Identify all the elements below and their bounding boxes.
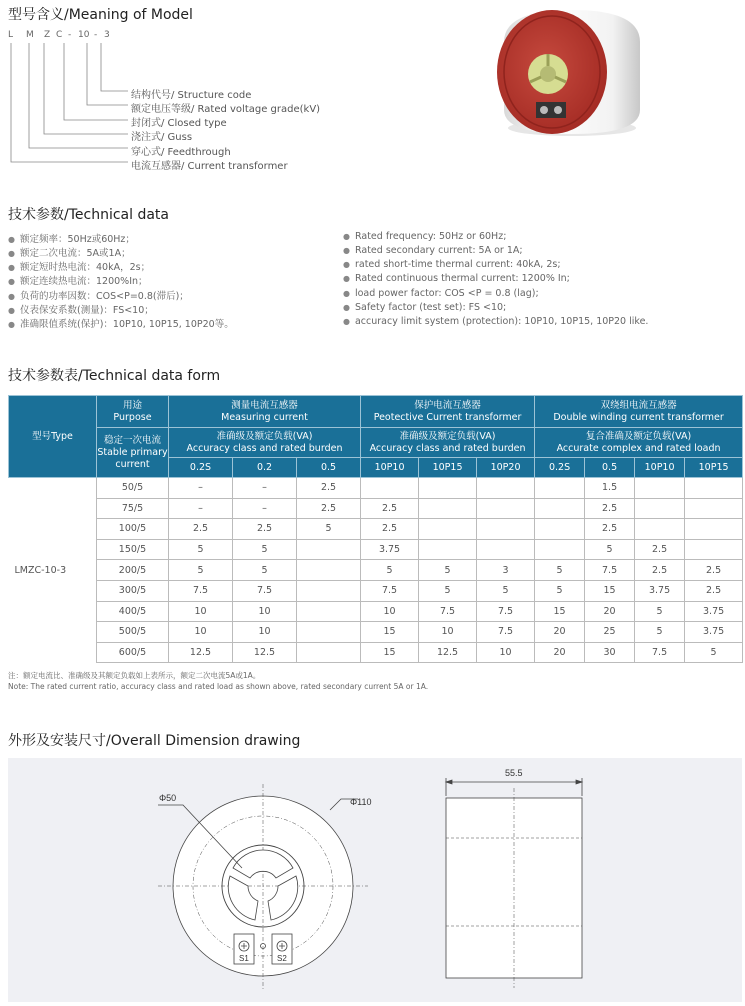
burden-cell: 5 xyxy=(419,560,477,581)
burden-cell: 5 xyxy=(635,622,685,643)
burden-cell: 3.75 xyxy=(635,580,685,601)
burden-cell: 5 xyxy=(361,560,419,581)
burden-cell xyxy=(685,539,743,560)
primary-current-cell: 75/5 xyxy=(97,498,169,519)
burden-cell: 12.5 xyxy=(169,642,233,663)
burden-cell: 2.5 xyxy=(169,519,233,540)
primary-current-cell: 300/5 xyxy=(97,580,169,601)
table-row xyxy=(9,580,743,601)
dimension-drawing xyxy=(8,758,742,1002)
type-header: 型号Type xyxy=(9,396,97,478)
table-row xyxy=(9,601,743,622)
class-header: 10P10 xyxy=(635,458,685,478)
burden-cell: 25 xyxy=(585,622,635,643)
burden-cell: 2.5 xyxy=(635,539,685,560)
param-cn: ● 负荷的功率因数：COS<P=0.8(滞后)； xyxy=(8,288,189,302)
code-char: C xyxy=(56,30,63,40)
subgroup-header: 准确级及额定负载(VA) Accuracy class and rated burden xyxy=(169,428,361,458)
code-char: - xyxy=(68,30,72,40)
class-header: 10P15 xyxy=(685,458,743,478)
primary-current-cell: 150/5 xyxy=(97,539,169,560)
param-en: ● Rated secondary current: 5A or 1A; xyxy=(343,245,523,256)
drawing-title: 外形及安装尺寸/Overall Dimension drawing xyxy=(8,733,301,749)
burden-cell: 5 xyxy=(419,580,477,601)
burden-cell xyxy=(297,539,361,560)
table-row xyxy=(9,642,743,663)
phi-small-label: Φ50 xyxy=(159,793,177,803)
code-char: 3 xyxy=(104,30,110,40)
param-cn: ● 额定二次电流：5A或1A； xyxy=(8,245,131,259)
phi-large-label: Φ110 xyxy=(350,797,372,807)
burden-cell xyxy=(297,622,361,643)
table-note-en: Note: The rated current ratio, accuracy class and rated load as shown above, rated secondary current 5A or 1A. xyxy=(8,682,429,691)
burden-cell: 3 xyxy=(477,560,535,581)
group-header-double: 双绕组电流互感器 Double winding current transformer xyxy=(535,396,743,428)
burden-cell: 2.5 xyxy=(685,560,743,581)
terminal-s2-label: S2 xyxy=(277,954,287,963)
burden-cell: 5 xyxy=(477,580,535,601)
burden-cell: 7.5 xyxy=(169,580,233,601)
burden-cell: 5 xyxy=(635,601,685,622)
param-cn: ● 仪表保安系数(测量)：FS<10； xyxy=(8,302,154,316)
burden-cell: 2.5 xyxy=(585,519,635,540)
burden-cell xyxy=(685,519,743,540)
burden-cell xyxy=(297,601,361,622)
burden-cell xyxy=(635,478,685,499)
table-row xyxy=(9,498,743,519)
burden-cell: – xyxy=(233,478,297,499)
code-char: 10 xyxy=(78,30,90,40)
param-cn: ● 额定短时热电流：40kA，2s； xyxy=(8,259,150,273)
burden-cell: 5 xyxy=(535,580,585,601)
burden-cell: 2.5 xyxy=(297,478,361,499)
param-cn: ● 额定频率：50Hz或60Hz； xyxy=(8,231,135,245)
burden-cell: 5 xyxy=(233,539,297,560)
burden-cell: 10 xyxy=(233,622,297,643)
burden-cell: 12.5 xyxy=(419,642,477,663)
burden-cell: 30 xyxy=(585,642,635,663)
burden-cell xyxy=(419,539,477,560)
primary-current-cell: 200/5 xyxy=(97,560,169,581)
param-en: ● load power factor: COS <P = 0.8 (lag); xyxy=(343,288,539,299)
class-header: 0.2S xyxy=(535,458,585,478)
class-header: 0.2S xyxy=(169,458,233,478)
burden-cell xyxy=(297,642,361,663)
burden-cell xyxy=(535,519,585,540)
burden-cell xyxy=(297,560,361,581)
group-header-protective: 保护电流互感器 Peotective Current transformer xyxy=(361,396,535,428)
burden-cell xyxy=(477,478,535,499)
burden-cell xyxy=(419,498,477,519)
burden-cell: 7.5 xyxy=(477,622,535,643)
burden-cell: 20 xyxy=(585,601,635,622)
burden-cell: 5 xyxy=(233,560,297,581)
burden-cell: 10 xyxy=(233,601,297,622)
class-header: 0.5 xyxy=(585,458,635,478)
burden-cell xyxy=(635,519,685,540)
burden-cell: 3.75 xyxy=(685,622,743,643)
burden-cell: 2.5 xyxy=(297,498,361,519)
param-en: ● Rated frequency: 50Hz or 60Hz; xyxy=(343,231,506,242)
burden-cell xyxy=(297,580,361,601)
burden-cell xyxy=(419,519,477,540)
param-en: ● rated short-time thermal current: 40kA, 2s; xyxy=(343,259,561,270)
burden-cell: 5 xyxy=(535,560,585,581)
burden-cell: 5 xyxy=(169,539,233,560)
burden-cell: 7.5 xyxy=(419,601,477,622)
burden-cell: 12.5 xyxy=(233,642,297,663)
table-row xyxy=(9,560,743,581)
burden-cell xyxy=(535,478,585,499)
burden-cell: 5 xyxy=(685,642,743,663)
burden-cell xyxy=(535,498,585,519)
burden-cell: 7.5 xyxy=(361,580,419,601)
burden-cell: – xyxy=(233,498,297,519)
table-row xyxy=(9,519,743,540)
legend-feedthrough: 穿心式/ Feedthrough xyxy=(131,147,231,158)
code-char: - xyxy=(94,30,98,40)
burden-cell: 15 xyxy=(535,601,585,622)
burden-cell: 15 xyxy=(585,580,635,601)
param-en: ● Rated continuous thermal current: 1200% In; xyxy=(343,273,570,284)
burden-cell: 10 xyxy=(477,642,535,663)
burden-cell: – xyxy=(169,498,233,519)
burden-cell: 7.5 xyxy=(585,560,635,581)
table-row xyxy=(9,622,743,643)
burden-cell: 10 xyxy=(169,601,233,622)
terminal-s1-label: S1 xyxy=(239,954,249,963)
burden-cell xyxy=(685,498,743,519)
primary-current-header: 稳定一次电流 Stable primary current xyxy=(97,428,169,478)
param-cn: ● 准确限值系统(保护)：10P10, 10P15, 10P20等。 xyxy=(8,316,234,330)
burden-cell: 2.5 xyxy=(635,560,685,581)
legend-guss: 浇注式/ Guss xyxy=(131,132,193,143)
code-char: L xyxy=(8,30,14,40)
burden-cell: 10 xyxy=(419,622,477,643)
burden-cell: 20 xyxy=(535,622,585,643)
burden-cell: 3.75 xyxy=(685,601,743,622)
param-cn: ● 额定连续热电流：1200%In； xyxy=(8,273,148,287)
burden-cell: 2.5 xyxy=(585,498,635,519)
primary-current-cell: 400/5 xyxy=(97,601,169,622)
burden-cell: 2.5 xyxy=(233,519,297,540)
burden-cell: 3.75 xyxy=(361,539,419,560)
purpose-header: 用途 Purpose xyxy=(97,396,169,428)
burden-cell: 10 xyxy=(169,622,233,643)
class-header: 10P10 xyxy=(361,458,419,478)
burden-cell: – xyxy=(169,478,233,499)
spec-table xyxy=(8,395,743,663)
model-code-bracket xyxy=(0,0,140,175)
burden-cell: 7.5 xyxy=(233,580,297,601)
burden-cell xyxy=(535,539,585,560)
burden-cell: 5 xyxy=(169,560,233,581)
burden-cell: 7.5 xyxy=(635,642,685,663)
burden-cell: 2.5 xyxy=(361,519,419,540)
class-header: 0.5 xyxy=(297,458,361,478)
primary-current-cell: 500/5 xyxy=(97,622,169,643)
legend-current-transformer: 电流互感器/ Current transformer xyxy=(131,161,288,172)
width-dim-label: 55.5 xyxy=(505,768,523,778)
burden-cell: 15 xyxy=(361,642,419,663)
class-header: 10P20 xyxy=(477,458,535,478)
legend-closed-type: 封闭式/ Closed type xyxy=(131,118,227,129)
table-note-cn: 注：额定电流比、准确级及其额定负载如上表所示，额定二次电流5A或1A。 xyxy=(8,671,261,680)
legend-voltage-grade: 额定电压等级/ Rated voltage grade(kV) xyxy=(131,104,321,115)
burden-cell: 5 xyxy=(585,539,635,560)
primary-current-cell: 50/5 xyxy=(97,478,169,499)
table-row xyxy=(9,478,743,499)
subgroup-header: 准确级及额定负载(VA) Accuracy class and rated burden xyxy=(361,428,535,458)
dimension-drawing-svg xyxy=(8,758,742,1002)
burden-cell xyxy=(477,498,535,519)
legend-structure-code: 结构代号/ Structure code xyxy=(131,90,252,101)
burden-cell: 7.5 xyxy=(477,601,535,622)
primary-current-cell: 100/5 xyxy=(97,519,169,540)
burden-cell xyxy=(477,519,535,540)
param-en: ● Safety factor (test set): FS <10; xyxy=(343,302,506,313)
burden-cell xyxy=(685,478,743,499)
class-header: 10P15 xyxy=(419,458,477,478)
class-header: 0.2 xyxy=(233,458,297,478)
table-row xyxy=(9,539,743,560)
code-char: M xyxy=(26,30,34,40)
model-meaning-title: 型号含义/Meaning of Model xyxy=(8,7,193,23)
burden-cell xyxy=(635,498,685,519)
product-photo xyxy=(490,2,650,140)
burden-cell: 1.5 xyxy=(585,478,635,499)
burden-cell xyxy=(361,478,419,499)
tech-data-title: 技术参数/Technical data xyxy=(8,207,169,223)
burden-cell: 15 xyxy=(361,622,419,643)
burden-cell: 5 xyxy=(297,519,361,540)
group-header-measuring: 测量电流互感器 Measuring current xyxy=(169,396,361,428)
burden-cell: 20 xyxy=(535,642,585,663)
burden-cell: 10 xyxy=(361,601,419,622)
primary-current-cell: 600/5 xyxy=(97,642,169,663)
model-type-cell: LMZC-10-3 xyxy=(9,478,97,663)
burden-cell: 2.5 xyxy=(685,580,743,601)
burden-cell xyxy=(419,478,477,499)
table-title: 技术参数表/Technical data form xyxy=(8,368,221,384)
subgroup-header: 复合准确及额定负载(VA) Accurate complex and rated loadn xyxy=(535,428,743,458)
burden-cell: 2.5 xyxy=(361,498,419,519)
code-char: Z xyxy=(44,30,51,40)
param-en: ● accuracy limit system (protection): 10P10, 10P15, 10P20 like. xyxy=(343,316,648,327)
burden-cell xyxy=(477,539,535,560)
